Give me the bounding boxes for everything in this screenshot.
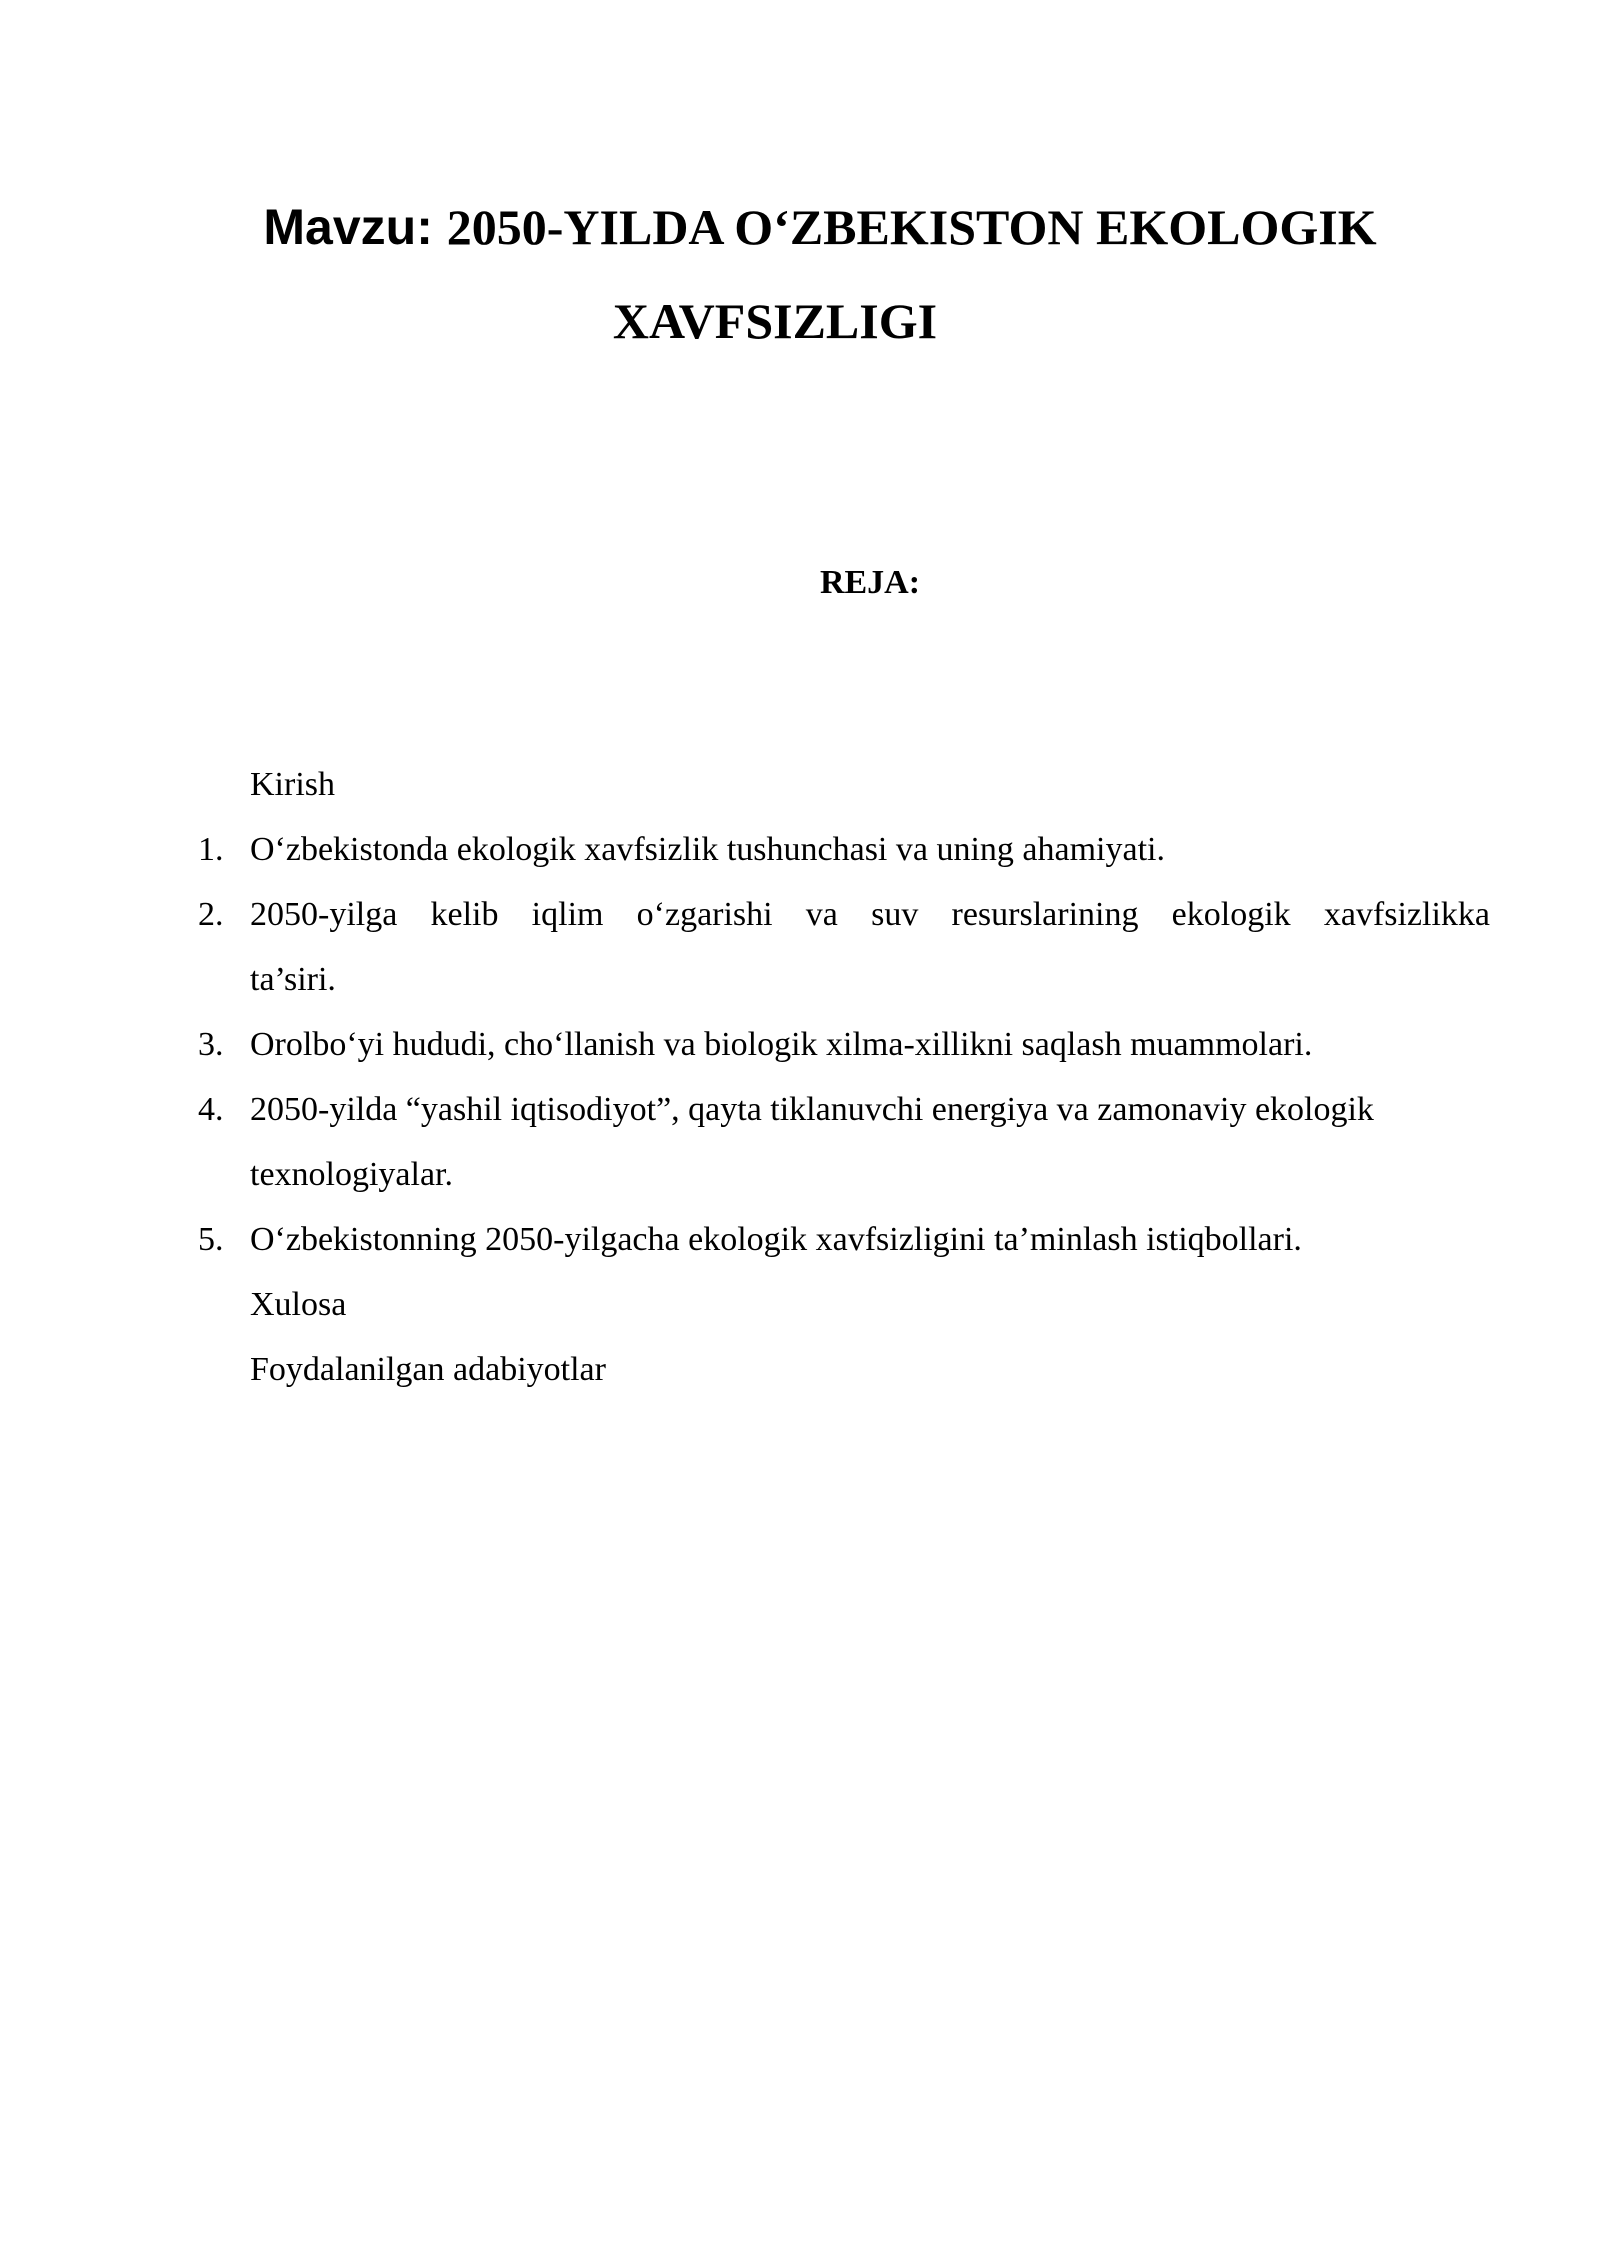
plan-item-number: 4. xyxy=(198,1091,224,1128)
title-prefix: Mavzu: xyxy=(263,199,447,255)
plan-item-number: 2. xyxy=(198,896,224,933)
plan-item-number: 5. xyxy=(198,1221,224,1258)
plan-item-5 xyxy=(198,1207,1490,1272)
title-line-1: 2050-YILDA O‘ZBEKISTON EKOLOGIK xyxy=(446,199,1377,255)
plan-item-text: O‘zbekistonda ekologik xavfsizlik tushunchasi va uning ahamiyati. xyxy=(250,831,1165,868)
plan-item-text: Orolbo‘yi hududi, cho‘llanish va biologik xilma-xillikni saqlash muammolari. xyxy=(250,1026,1313,1063)
plan-item-text-line-2: texnologiyalar. xyxy=(250,1156,454,1193)
document-title xyxy=(200,180,1440,368)
plan-intro: Kirish xyxy=(250,766,335,803)
plan-item-text-line-2: ta’siri. xyxy=(250,961,336,998)
plan-item-4 xyxy=(198,1077,1490,1207)
plan-item-1 xyxy=(198,817,1490,882)
plan-item-number: 1. xyxy=(198,831,224,868)
plan-item-text-line-1: 2050-yilga kelib iqlim o‘zgarishi va suv resurslarining ekologik xavfsizlikka xyxy=(250,896,1490,933)
plan-list xyxy=(198,752,1490,1402)
plan-heading: REJA: xyxy=(819,564,921,601)
plan-conclusion: Xulosa xyxy=(250,1286,347,1323)
plan-item-2 xyxy=(198,882,1490,1012)
plan-item-number: 3. xyxy=(198,1026,224,1063)
plan-item-3 xyxy=(198,1012,1490,1077)
plan-references: Foydalanilgan adabiyotlar xyxy=(250,1351,606,1388)
plan-item-text-line-1: 2050-yilda “yashil iqtisodiyot”, qayta tiklanuvchi energiya va zamonaviy ekologik xyxy=(250,1091,1374,1128)
title-line-2: XAVFSIZLIGI xyxy=(612,293,938,349)
plan-item-text: O‘zbekistonning 2050-yilgacha ekologik xavfsizligini ta’minlash istiqbollari. xyxy=(250,1221,1302,1258)
